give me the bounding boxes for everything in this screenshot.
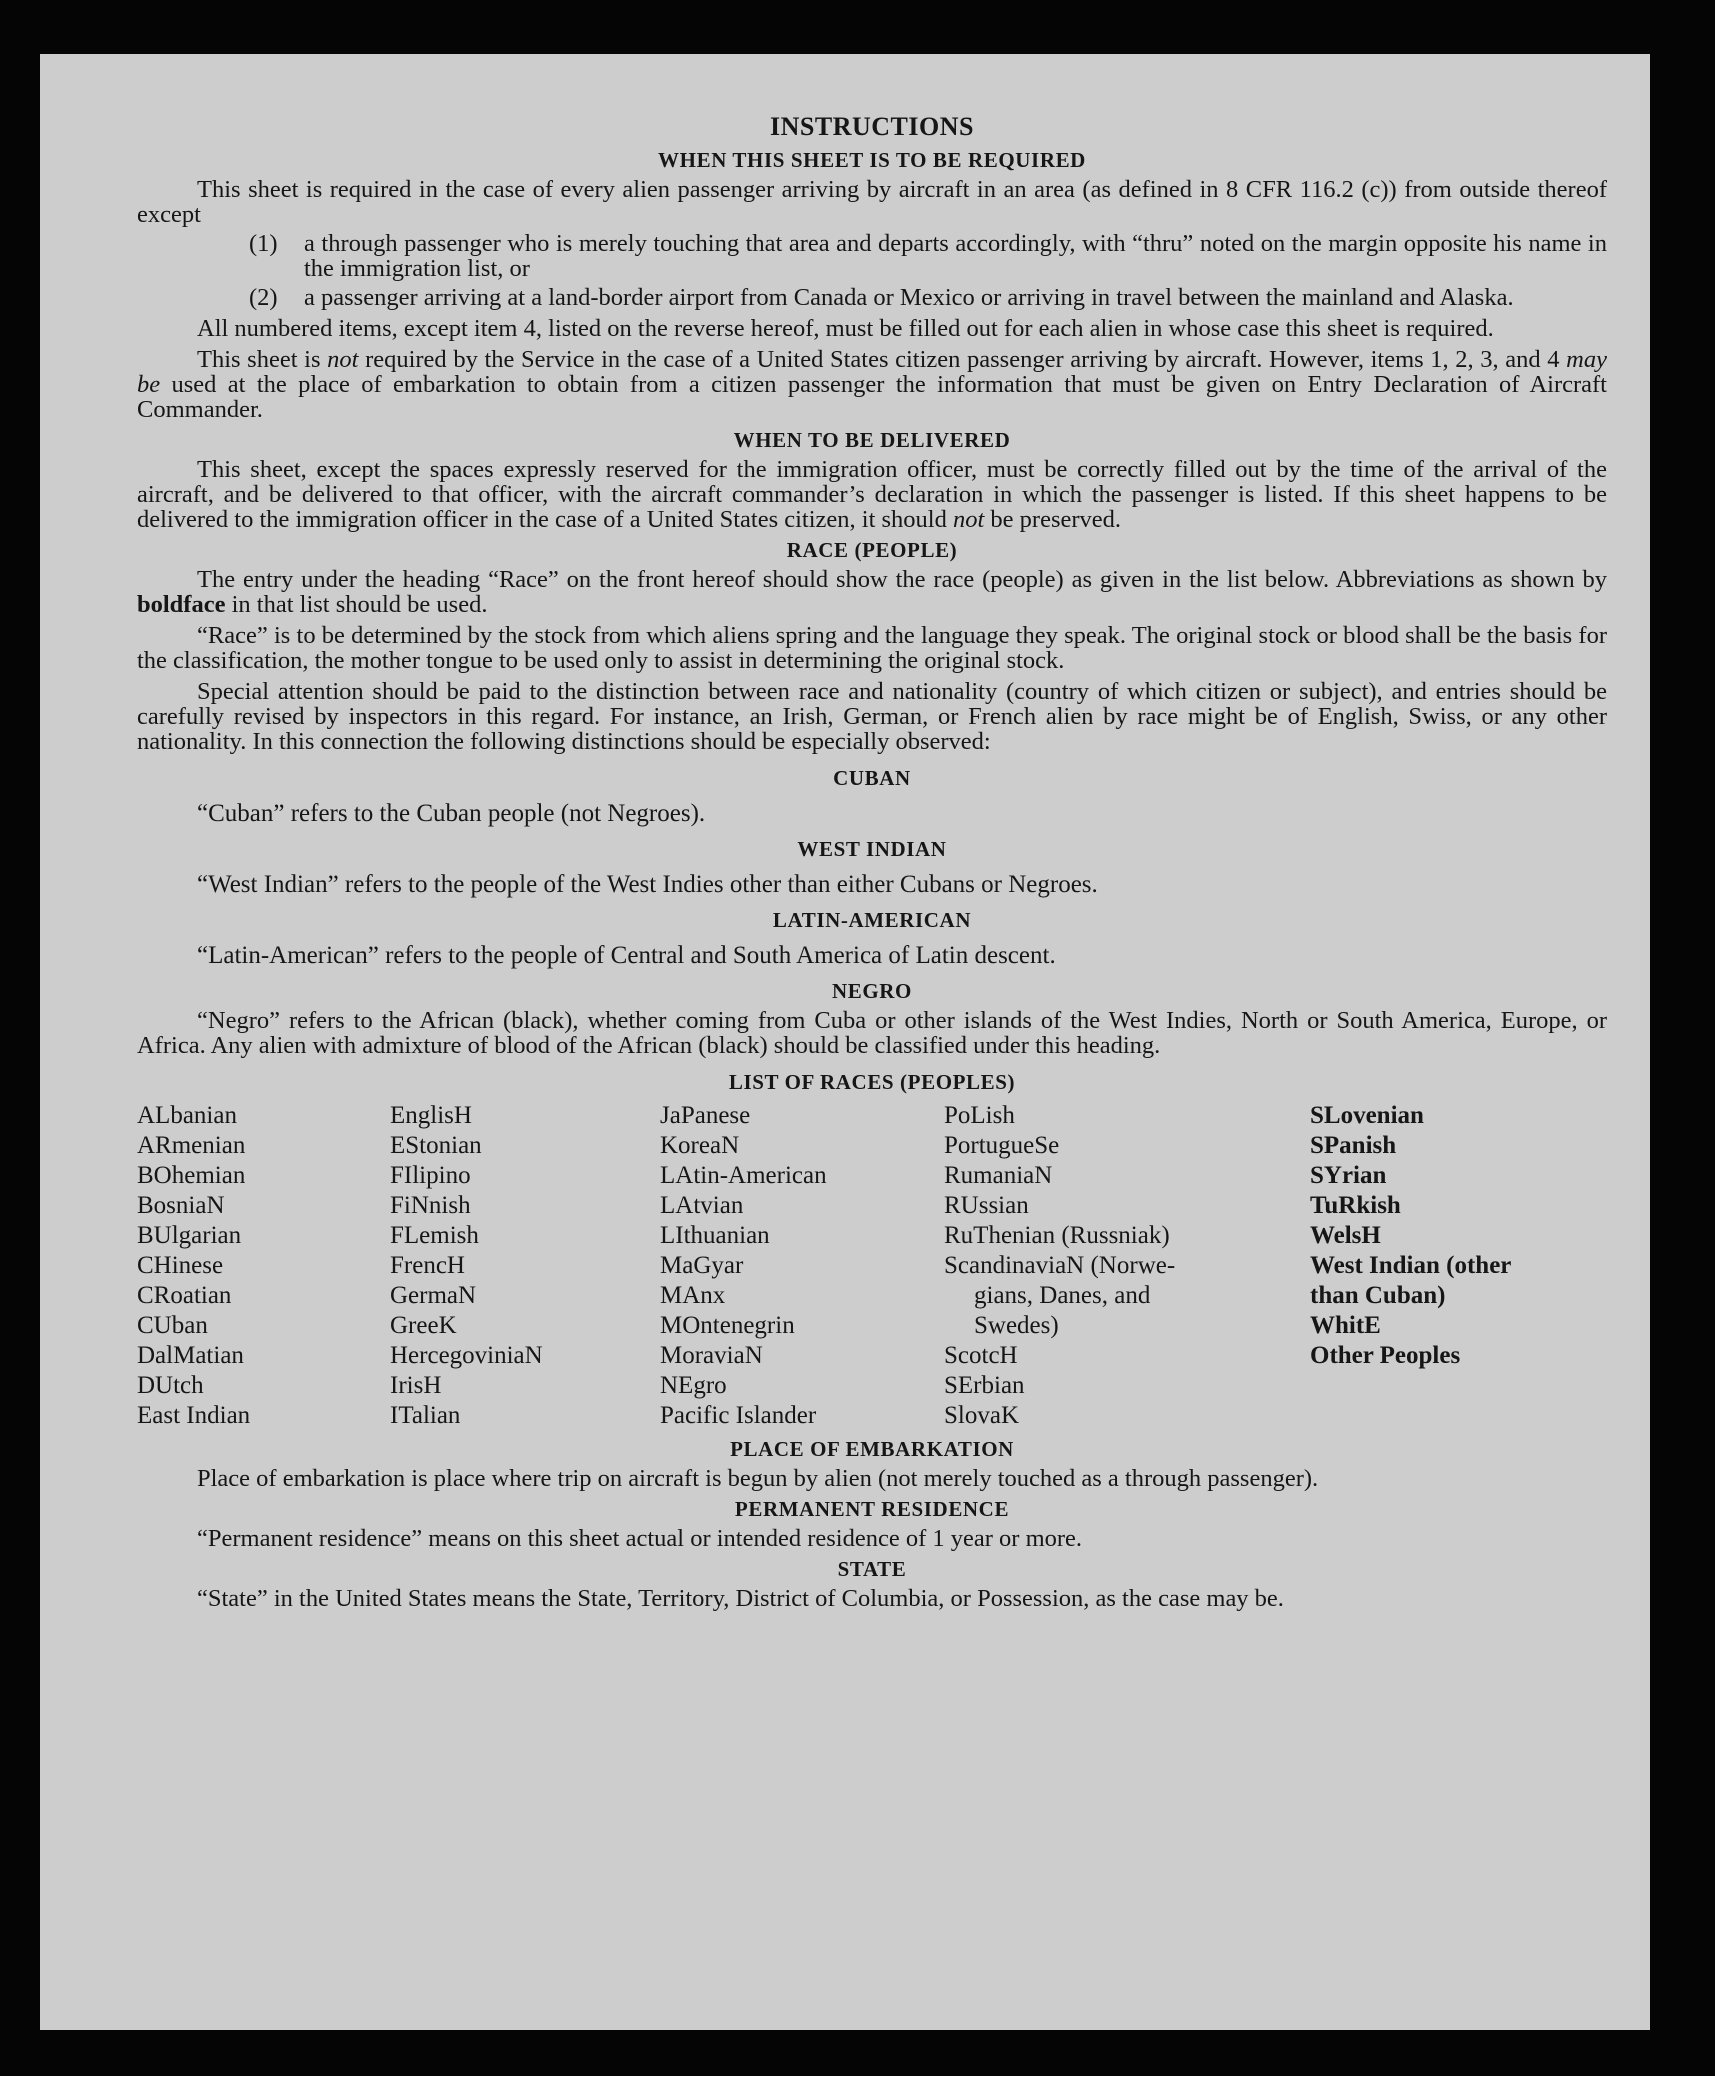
- required-para-3: This sheet is not required by the Service in the case of a United States citizen passenger arriving by aircraft. However, items 1, 2, 3, and 4 may be used at the place of embarkation to obtain from a citizen passenger the information that must be given on Entry Declaration of Aircraft Commander.: [137, 346, 1607, 423]
- race-item: CUban: [137, 1312, 208, 1339]
- heading-state: STATE: [837, 1557, 907, 1581]
- heading-west-indian: WEST INDIAN: [797, 837, 947, 861]
- race-item-continued: gians, Danes, and: [974, 1282, 1151, 1309]
- race-list: [137, 1101, 1607, 1431]
- race-item: GermaN: [390, 1282, 477, 1309]
- race-column-2: [390, 1101, 660, 1431]
- race-item: EStonian: [390, 1132, 482, 1159]
- item-text: a through passenger who is merely touching that area and departs accordingly, with “thru” noted on the margin opposite his name in the immigration list, or: [304, 230, 1607, 282]
- race-item: ScandinaviaN (Norwe-: [944, 1252, 1176, 1279]
- negro-text: “Negro” refers to the African (black), whether coming from Cuba or other islands of the West Indies, North or South America, Europe, or Africa. Any alien with admixture of blood of the African (black) should be classified under this heading.: [137, 1007, 1607, 1059]
- race-item: DalMatian: [137, 1342, 244, 1369]
- cuban-text: “Cuban” refers to the Cuban people (not Negroes).: [197, 800, 706, 827]
- heading-negro: NEGRO: [831, 979, 912, 1003]
- race-item: BOhemian: [137, 1162, 246, 1189]
- race-item: LAtvian: [660, 1192, 744, 1219]
- exception-item-2: [137, 285, 1607, 310]
- race-item: ARmenian: [137, 1132, 246, 1159]
- heading-race: RACE (PEOPLE): [786, 538, 958, 562]
- required-para-2: All numbered items, except item 4, listed on the reverse hereof, must be filled out for each alien in whose case this sheet is required.: [197, 315, 1494, 342]
- race-item: MoraviaN: [660, 1342, 763, 1369]
- heading-cuban: CUBAN: [833, 766, 911, 790]
- race-para-3: Special attention should be paid to the distinction between race and nationality (country of which citizen or subject), and entries should be carefully revised by inspectors in this regard. For instance, an Irish, German, or French alien by race might be of English, Swiss, or any other nationality. In this connection the following distinctions should be especially observed:: [137, 678, 1607, 755]
- item-number: (1): [249, 230, 278, 257]
- race-item: MaGyar: [660, 1252, 744, 1279]
- race-item: MAnx: [660, 1282, 726, 1309]
- race-item: CRoatian: [137, 1282, 232, 1309]
- race-item: RuThenian (Russniak): [944, 1222, 1170, 1249]
- heading-when-delivered: WHEN TO BE DELIVERED: [733, 428, 1011, 452]
- race-item: JaPanese: [660, 1102, 751, 1129]
- race-item: GreeK: [390, 1312, 457, 1339]
- race-item: KoreaN: [660, 1132, 740, 1159]
- race-item: SLovenian: [1310, 1102, 1424, 1129]
- heading-race-list: LIST OF RACES (PEOPLES): [728, 1070, 1016, 1094]
- race-item: LIthuanian: [660, 1222, 770, 1249]
- race-item: BUlgarian: [137, 1222, 242, 1249]
- race-item: SPanish: [1310, 1132, 1397, 1159]
- page-title: INSTRUCTIONS: [770, 112, 974, 141]
- state-text: “State” in the United States means the State, Territory, District of Columbia, or Possession, as the case may be.: [197, 1585, 1284, 1612]
- race-item: MOntenegrin: [660, 1312, 795, 1339]
- race-item: ALbanian: [137, 1102, 237, 1129]
- exception-item-1: [137, 231, 1607, 281]
- race-item: East Indian: [137, 1402, 251, 1429]
- race-item: SErbian: [944, 1372, 1025, 1399]
- race-item: FrencH: [390, 1252, 465, 1279]
- race-item: EnglisH: [390, 1102, 472, 1129]
- race-item: FiNnish: [390, 1192, 471, 1219]
- race-item-continued: Swedes): [974, 1312, 1059, 1339]
- race-column-5: [1310, 1101, 1570, 1431]
- heading-residence: PERMANENT RESIDENCE: [734, 1497, 1010, 1521]
- race-item: TuRkish: [1310, 1192, 1401, 1219]
- document-sheet: [40, 54, 1650, 2030]
- race-item: NEgro: [660, 1372, 727, 1399]
- race-column-1: [137, 1101, 390, 1431]
- residence-text: “Permanent residence” means on this sheet actual or intended residence of 1 year or more.: [197, 1525, 1083, 1552]
- race-para-1: The entry under the heading “Race” on the front hereof should show the race (people) as given in the list below. Abbreviations as shown by boldface in that list should be used.: [137, 566, 1607, 618]
- race-item: ScotcH: [944, 1342, 1018, 1369]
- race-item: DUtch: [137, 1372, 204, 1399]
- race-item: CHinese: [137, 1252, 224, 1279]
- item-text: a passenger arriving at a land-border airport from Canada or Mexico or arriving in travel between the mainland and Alaska.: [304, 284, 1514, 311]
- race-item: SYrian: [1310, 1162, 1387, 1189]
- race-item-continued: than Cuban): [1310, 1282, 1446, 1309]
- latin-american-text: “Latin-American” refers to the people of Central and South America of Latin descent.: [197, 942, 1056, 969]
- race-item: BosniaN: [137, 1192, 225, 1219]
- race-item: RumaniaN: [944, 1162, 1053, 1189]
- embarkation-text: Place of embarkation is place where trip on aircraft is begun by alien (not merely touched as a through passenger).: [197, 1465, 1319, 1492]
- item-number: (2): [249, 284, 278, 311]
- race-item: RUssian: [944, 1192, 1029, 1219]
- heading-embarkation: PLACE OF EMBARKATION: [730, 1437, 1014, 1461]
- delivered-para: This sheet, except the spaces expressly reserved for the immigration officer, must be correctly filled out by the time of the arrival of the aircraft, and be delivered to that officer, with the aircraft commander’s declaration in which the passenger is listed. If this sheet happens to be delivered to the immigration officer in the case of a United States citizen, it should not be preserved.: [137, 456, 1607, 533]
- race-para-2: “Race” is to be determined by the stock from which aliens spring and the language they speak. The original stock or blood shall be the basis for the classification, the mother tongue to be used only to assist in determining the original stock.: [137, 622, 1607, 674]
- race-item: WelsH: [1310, 1222, 1381, 1249]
- heading-latin-american: LATIN-AMERICAN: [772, 908, 972, 932]
- race-item: WhitE: [1310, 1312, 1381, 1339]
- race-item: Pacific Islander: [660, 1402, 817, 1429]
- west-indian-text: “West Indian” refers to the people of the West Indies other than either Cubans or Negroes.: [197, 871, 1098, 898]
- race-item: LAtin-American: [660, 1162, 827, 1189]
- document-content: [137, 112, 1607, 1611]
- heading-when-required: WHEN THIS SHEET IS TO BE REQUIRED: [658, 148, 1086, 172]
- required-intro: This sheet is required in the case of every alien passenger arriving by aircraft in an area (as defined in 8 CFR 116.2 (c)) from outside thereof except: [137, 176, 1607, 228]
- race-column-4: [944, 1101, 1310, 1431]
- race-item: Other Peoples: [1310, 1342, 1461, 1369]
- race-item: IrisH: [390, 1372, 442, 1399]
- race-item: HercegoviniaN: [390, 1342, 543, 1369]
- race-item: PortugueSe: [944, 1132, 1060, 1159]
- race-item: FIlipino: [390, 1162, 471, 1189]
- race-column-3: [660, 1101, 944, 1431]
- race-item: ITalian: [390, 1402, 461, 1429]
- race-item: FLemish: [390, 1222, 479, 1249]
- race-item: PoLish: [944, 1102, 1015, 1129]
- race-item: SlovaK: [944, 1402, 1019, 1429]
- race-item: West Indian (other: [1310, 1252, 1512, 1279]
